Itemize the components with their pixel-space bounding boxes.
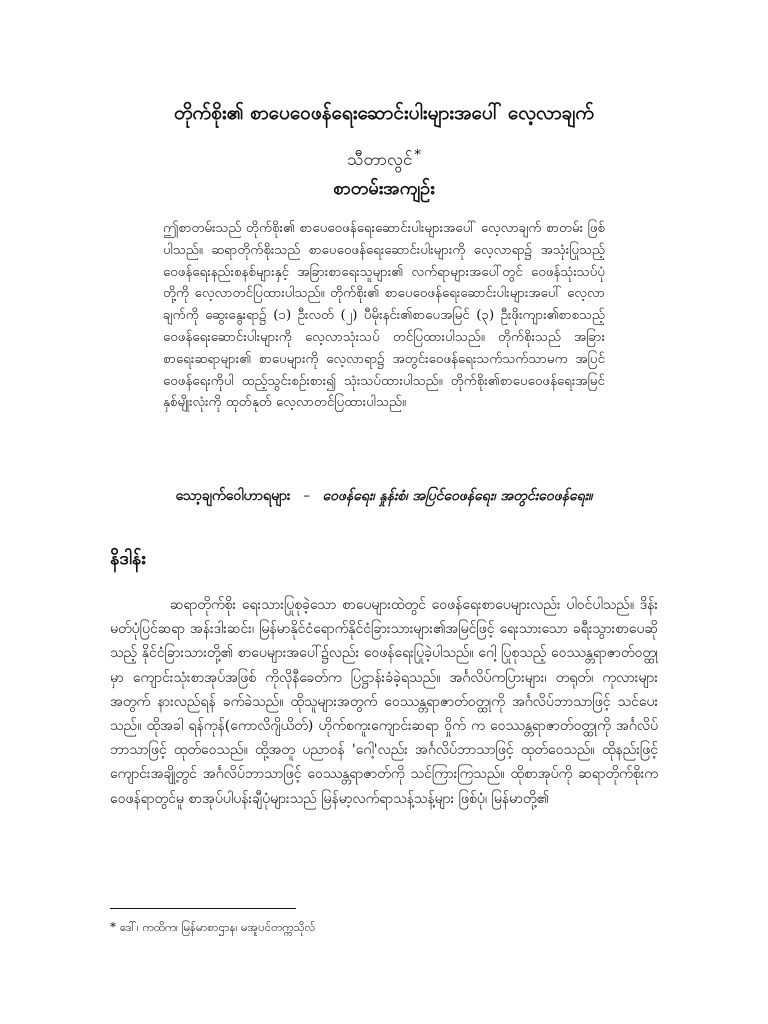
keywords-terms: ဝေဖန်ရေး၊ နှုန်းစံ၊ အပြင်ဝေဖန်ရေး၊ အတွင်းဝေဖန်ရေး။: [322, 488, 593, 504]
keywords-label: သော့ချက်ဝေါဟာရများ: [175, 488, 291, 504]
footnote: [110, 918, 658, 936]
author-name: သီတာလွင်: [347, 150, 413, 170]
footnote-divider: [110, 908, 296, 909]
paper-title: တိုက်စိုး၏ စာပေဝေဖန်ရေးဆောင်းပါးများအပေါ် လေ့လာချက်: [174, 102, 594, 124]
footnote-text: ဒေါ်၊ ကထိက၊ မြန်မာစာဌာန၊ မအူပင်တက္ကသိုလ်: [120, 920, 316, 934]
keywords-line: [163, 484, 605, 509]
author-footnote-mark: *: [414, 148, 421, 163]
author-line: [0, 144, 768, 172]
introduction-heading: နိဒါန်း: [110, 548, 146, 569]
introduction-paragraph: ဆရာတိုက်စိုး ရေးသားပြုစုခဲ့သော စာပေများထဲတွင် ဝေဖန်ရေးစာပေများလည်း ပါဝင်ပါသည်။ ဒိန်းမတ်ပုံပြင်ဆရာ အန်းဒါးဆင်း၊ မြန်မာနိုင်ငံရောက်နိုင်ငံခြားသားများ၏အမြင်ဖြင့် ရေးသားသော ခရီးသွားစာပေဆိုသည့် နိုင်ငံခြားသားတို့၏ စာပေများအပေါ်၌လည်း ဝေဖန်ရေးပြုခဲ့ပါသည်။ ဂေါ့ ပြုစုသည့် ဝေဿန္တရာဇာတ်ဝတ္ထုမှာ ကျောင်းသုံးစာအုပ်အဖြစ် ကိုလိုနီခေတ်က ပြဋ္ဌာန်းခံခဲ့ရသည်။ အင်္ဂလိပ်ကပြားများ၊ တရုတ်၊ ကုလားများ အတွက် နားလည်ရန် ခက်ခဲသည်။ ထိုသူများအတွက် ဝေဿန္တရာဇာတ်ဝတ္ထုကို အင်္ဂလိပ်ဘာသာဖြင့် သင်ပေးသည်။ ထိုအခါ ရန်ကုန်(ကောလိဂျိယိတ်) ဟိုက်စကူးကျောင်းဆရာ ဝှိုက် က ဝေဿန္တရာဇာတ်ဝတ္ထုကို အင်္ဂလိပ်ဘာသာဖြင့် ထုတ်ဝေသည်။ ထို့အတူ ပညာဝန် 'ဂေါ့'လည်း အင်္ဂလိပ်ဘာသာဖြင့် ထုတ်ဝေသည်။ ထိုနည်းဖြင့် ကျောင်းအချို့တွင် အင်္ဂလိပ်ဘာသာဖြင့် ဝေဿန္တရာဇာတ်ကို သင်ကြားကြသည်။ ထိုစာအုပ်ကို ဆရာတိုက်စိုးက ဝေဖန်ရာတွင်မူ စာအုပ်ပါပန်းချီပုံများသည် မြန်မာ့လက်ရာသန့်သန့်များ ဖြစ်ပုံ၊ မြန်မာတို့၏: [110, 597, 658, 807]
keywords-dash: –: [303, 488, 311, 504]
abstract-paragraph: ဤစာတမ်းသည် တိုက်စိုး၏ စာပေဝေဖန်ရေးဆောင်းပါးများအပေါ် လေ့လာချက် စာတမ်း ဖြစ်ပါသည်။ ဆရာတိုက်စိုးသည် စာပေဝေဖန်ရေးဆောင်းပါးများကို လေ့လာရာ၌ အသုံးပြုသည့် ဝေဖန်ရေးနည်းစနစ်များနှင့် အခြားစာရေးသူများ၏ လက်ရာများအပေါ်တွင် ဝေဖန်သုံးသပ်ပုံတို့ကို လေ့လာတင်ပြထားပါသည်။ တိုက်စိုး၏ စာပေဝေဖန်ရေးဆောင်းပါးများအပေါ် လေ့လာချက်ကို ဆွေးနွေးရာ၌ (၁) ဦးလတ် (၂) ပီမိုးနင်း၏စာပေအမြင် (၃) ဦးဖိုးကျား၏စာစသည့် ဝေဖန်ရေးဆောင်းပါးများကို လေ့လာသုံးသပ် တင်ပြထားပါသည်။ တိုက်စိုးသည် အခြားစာရေးဆရာများ၏ စာပေများကို လေ့လာရာ၌ အတွင်းဝေဖန်ရေးသက်သက်သာမက အပြင်ဝေဖန်ရေးကိုပါ ထည့်သွင်းစဉ်းစား၍ သုံးသပ်ထားပါသည်။ တိုက်စိုး၏စာပေဝေဖန်ရေးအမြင် နှစ်မျိုးလုံးကို ထုတ်နုတ် လေ့လာတင်ပြထားပါသည်။: [163, 221, 605, 411]
abstract-heading: စာတမ်းအကျဉ်း: [333, 178, 435, 199]
footnote-mark: *: [110, 920, 116, 934]
